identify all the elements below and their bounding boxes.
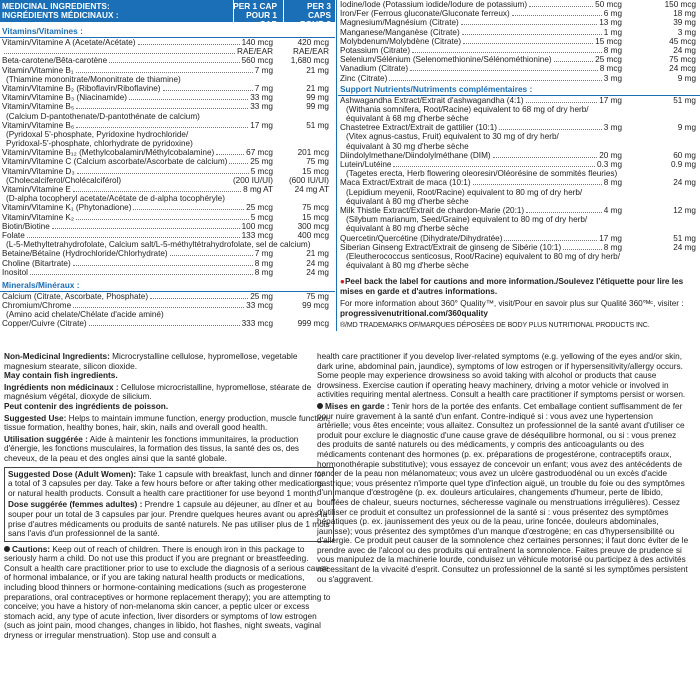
amount-per-3-caps: 0.9 mg [670, 160, 696, 169]
amount-per-3-caps: 51 mg [306, 120, 329, 130]
leader-dots [499, 129, 602, 130]
ingredient-source-text: (Withania somnifera, Root/Racine) equivalent to 68 mg of dry herb/ [346, 104, 589, 114]
ingredient-name: Manganese/Manganèse (Citrate) [340, 27, 460, 37]
amount-per-cap: 7 mg [254, 83, 273, 93]
ingredient-source-text: équivalant à 80 mg d'herbe sèche [346, 224, 469, 234]
ingredient-source [338, 252, 700, 261]
leader-dots [412, 52, 602, 53]
ingredient-name: Inositol [2, 267, 28, 277]
bullet-icon [4, 546, 10, 552]
ingredient-name: Potassium (Citrate) [340, 45, 411, 55]
amount-per-cap: 8 mg AT [243, 185, 273, 194]
amount-per-3-caps: 400 mcg [297, 230, 329, 240]
ingredient-row [0, 38, 335, 47]
ingredient-source-text: (Vitex agnus-castus, Fruit) equivalent to 30 mg of dry herb/ [346, 132, 559, 142]
leader-dots [150, 298, 248, 299]
ingredient-row [0, 148, 335, 157]
amount-per-3-caps: 15 mcg [302, 212, 329, 222]
amount-per-cap: RAE/EAR [237, 47, 273, 57]
ingredient-name: Selenium/Sélénium (Selenomethionine/Sélénométhionine) [340, 55, 552, 65]
ingredient-row [0, 84, 335, 93]
ingredient-name: Vitamin/Vitamine B₅ [2, 102, 75, 112]
amount-per-cap: 20 mg [599, 150, 622, 160]
amount-per-cap: 7 mg [254, 249, 273, 259]
ingredient-row [338, 37, 700, 46]
ingredient-source-text: (Eleutherococcus senticosus, Root/Racine) equivalent to 80 mg of dry herb/ [346, 251, 620, 261]
leader-dots [129, 99, 248, 100]
ingredient-name: Iodine/Iode (Potassium iodide/Iodure de potassium) [340, 0, 528, 9]
dose-en: Suggested Dose (Adult Women): Take 1 capsule with breakfast, lunch and dinner for a total of 3 capsules per day. Take a few hours before or after taking other medications or natural health products. Consult a health care practitioner for use beyond 1 month. [8, 469, 325, 498]
leader-dots [463, 43, 593, 44]
ingredient-source-text: équivalant à 30 mg d'herbe sèche [346, 141, 469, 151]
amount-per-cap: 15 mcg [595, 36, 622, 46]
ingredient-source-text: (Tagetes erecta, Herb flowering oleoresin/Oléorésine de sommités fleuries) [346, 169, 618, 179]
ingredient-name: Vitamin/Vitamine K₁ (Phytonadione) [2, 203, 132, 213]
ingredient-name: Vitamin/Vitamine B₁ [2, 65, 74, 75]
ingredient-name: Lutein/Lutéine [340, 160, 392, 169]
amount-per-cap: 25 mcg [246, 203, 273, 213]
ingredient-row [0, 259, 335, 268]
leader-dots [393, 166, 595, 167]
amount-per-cap: 25 mg [250, 157, 273, 167]
cautions-cont: health care practitioner if you develop liver-related symptoms (e.g. yellowing of the eyes and/or skin, dark urine, abdominal pain, jaundice), symptoms of low estrogen or if hypersensitivity/allergy occurs. Some people may experience drowsiness so avoid taking with alcohol or products that cause drowsiness. Exercise caution if operating heavy machinery, driving a motor vehicle or involved in activities requiring mental alertness. Consult a health care practitioner if symptoms persist or worsen. [317, 352, 686, 400]
leader-dots [109, 62, 239, 63]
ingredient-name: Biotin/Biotine [2, 221, 50, 231]
amount-per-cap: 8 mg [603, 178, 622, 188]
ingredient-row [338, 160, 700, 169]
cautions-en: Cautions: Keep out of reach of children. There is enough iron in this package to seriously harm a child. Do not use this product if you are pregnant or breastfeeding. Consult a health care practitioner prior to use to exclude the diagnosis of a serious cause of hormonal imbalance, or if you are taking natural health products or medications, including blood thinners or hormone-containing medications (such as progesterone preparations, oral contraceptives or hormone replacement therapy); you are attempting to conceive; you have a history of non-melanoma skin cancer, a peptic ulcer or excess stomach acid, any type of acute infection, liver disorders or symptoms of low estrogen (such as joint pain, mood changes, changes in libido, hot flashes, night sweats, vaginal dryness or irregular menstruation). Stop use and consult a [4, 544, 331, 641]
ingredient-row [338, 46, 700, 55]
ingredient-row [338, 123, 700, 132]
amount-per-cap: 8 mg [254, 258, 273, 268]
amount-per-cap: 8 mg [603, 45, 622, 55]
ingredient-source [338, 224, 700, 233]
leader-dots [170, 255, 253, 256]
trademark-note: ®/MD TRADEMARKS OF/MARQUES DÉPOSÉES DE BODY PLUS NUTRITIONAL PRODUCTS INC. [340, 321, 650, 329]
warning-dot-icon: ● [340, 277, 345, 287]
ingredient-name: Copper/Cuivre (Citrate) [2, 319, 87, 329]
ingredient-row [338, 96, 700, 105]
ingredient-row [338, 74, 700, 83]
leader-dots [512, 15, 602, 16]
dose-fr: Dose suggérée (femmes adultes) : Prendre 1 capsule au déjeuner, au dîner et au souper pour un total de 3 capsules par jour. Prendre quelques heures avant ou après la prise d'autres médicaments ou produits de santé naturels. Ne pas utiliser plus de 1 mois sans l'avis d'un professionnel de la santé. [8, 500, 330, 539]
vitamins-list [0, 38, 335, 277]
amount-per-cap: 0.3 mg [596, 160, 622, 169]
ingredient-source [0, 130, 335, 139]
amount-per-3-caps: 24 mg AT [294, 185, 329, 194]
leader-dots [73, 307, 244, 308]
ingredient-source [338, 197, 700, 206]
ingredient-name: Vitamin/Vitamine E [2, 185, 71, 194]
vitamins-title: Vitamins/Vitamines : [2, 26, 83, 36]
leader-dots [493, 157, 598, 158]
leader-dots [389, 80, 601, 81]
header-divider [283, 0, 284, 22]
amount-per-cap: 6 mg [603, 9, 622, 19]
ingredient-source-text: (Silybum marianum, Seed/Graine) equivalent to 80 mg of dry herb/ [346, 215, 588, 225]
amount-per-cap: 3 mg [603, 73, 622, 83]
ingredient-source [338, 188, 700, 197]
bullet-icon [317, 403, 323, 409]
ingredient-name: Siberian Ginseng Extract/Extrait de ginseng de Sibérie (10:1) [340, 242, 562, 252]
leader-dots [89, 325, 240, 326]
leader-dots [27, 237, 240, 238]
ingredient-name: Quercetin/Quercétine (Dihydrate/Dihydratée) [340, 233, 503, 243]
ingredient-name: Vitamin/Vitamine B₁₂ (Methylcobalamin/Méthylcobalamine) [2, 148, 215, 158]
ingredient-row [0, 66, 335, 75]
support-list [338, 96, 700, 271]
panel-divider [336, 0, 337, 331]
amount-per-cap: 67 mcg [246, 148, 273, 158]
leader-dots [76, 127, 248, 128]
amount-per-3-caps: 12 mg [673, 205, 696, 215]
leader-dots [76, 72, 253, 73]
ingredient-source-text: (L-5-Methyltetrahydrofolate, Calcium salt/L-5-méthyltétrahydrofolate, sel de calcium) [6, 240, 311, 250]
ingredient-name: Vitamin/Vitamine D₃ [2, 166, 75, 176]
amount-per-3-caps: 45 mcg [669, 36, 696, 46]
ingredient-name: Vitamin/Vitamine B₆ [2, 120, 75, 130]
ingredient-name: Vitamin/Vitamine C (Calcium ascorbate/Ascorbate de calcium) [2, 157, 228, 167]
leader-dots [526, 212, 602, 213]
ingredient-row [0, 249, 335, 258]
ingredient-row [0, 301, 335, 310]
leader-dots [76, 219, 249, 220]
amount-per-3-caps: 99 mg [306, 93, 329, 103]
ingredient-source [338, 105, 700, 114]
ingredient-row [0, 185, 335, 194]
ingredient-row [0, 222, 335, 231]
ingredient-source [0, 176, 335, 185]
quality-link[interactable]: progressivenutritional.com/360quality [340, 309, 488, 319]
header-per-3-caps: PER 3 CAPS POUR 3 CAPS [300, 1, 331, 38]
ingredient-row [0, 102, 335, 111]
amount-per-cap: 560 mcg [241, 56, 273, 66]
ingredient-row [338, 178, 700, 187]
ingredient-row [338, 206, 700, 215]
ingredient-source-text: Pyridoxal-5'-phosphate, chlorhydrate de pyridoxine) [6, 139, 193, 149]
ingredient-name: Folate [2, 230, 25, 240]
amount-per-cap: 100 mcg [241, 221, 273, 231]
ingredient-source [0, 194, 335, 203]
ingredient-row [338, 18, 700, 27]
ingredient-name: Molybdenum/Molybdène (Citrate) [340, 36, 462, 46]
ingredient-name: Iron/Fer (Ferrous gluconate/Gluconate ferreux) [340, 9, 510, 19]
leader-dots [76, 108, 248, 109]
ingredient-row [338, 28, 700, 37]
ingredient-source-text: (Calcium D-pantothenate/D-pantothénate de calcium) [6, 111, 200, 121]
amount-per-3-caps: (600 IU/UI) [288, 175, 329, 185]
amount-per-cap: 8 mg [254, 267, 273, 277]
header-ingredients: MEDICINAL INGREDIENTS: INGRÉDIENTS MÉDICINAUX : [2, 1, 119, 20]
ingredient-row [0, 203, 335, 212]
ingredient-row [338, 151, 700, 160]
leader-dots [504, 240, 597, 241]
amount-per-cap: 33 mcg [246, 301, 273, 311]
leader-dots [133, 209, 244, 210]
amount-per-3-caps: 24 mg [673, 45, 696, 55]
amount-per-3-caps: 75 mcg [302, 203, 329, 213]
leader-dots [4, 53, 235, 54]
ingredient-source [338, 114, 700, 123]
directions-right [317, 352, 689, 586]
amount-per-3-caps: 21 mg [306, 249, 329, 259]
amount-per-3-caps: 420 mcg [297, 38, 329, 47]
non-medicinal-fr: Ingrédients non médicinaux : Cellulose microcristalline, hypromellose, stéarate de magnésium végétal, dioxyde de silicium. Peut contenir des ingrédients de poisson. [4, 382, 312, 411]
leader-dots [410, 70, 598, 71]
amount-per-3-caps: 51 mg [673, 95, 696, 105]
ingredient-source-text: (Lepidium meyenii, Root/Racine) equivalent to 80 mg of dry herb/ [346, 187, 583, 197]
ingredient-row [338, 55, 700, 64]
amount-per-3-caps: 99 mg [306, 102, 329, 112]
amount-per-cap: 5 mcg [250, 212, 273, 222]
amount-per-3-caps: 51 mg [673, 233, 696, 243]
amount-per-3-caps: 21 mg [306, 83, 329, 93]
amount-per-3-caps: 21 mg [306, 65, 329, 75]
non-medicinal-en: Non-Medicinal Ingredients: Microcrystalline cellulose, hypromellose, vegetable magnesium stearate, silicon dioxide. May contain fish ingredients. [4, 352, 298, 381]
ingredient-row [0, 121, 335, 130]
header-per-cap: PER 1 CAP POUR 1 CAP [233, 1, 277, 29]
directions-left [4, 352, 334, 643]
ingredient-name: Ashwagandha Extract/Extrait d'ashwagandha (4:1) [340, 95, 524, 105]
leader-dots [563, 249, 602, 250]
ingredient-source [0, 310, 335, 319]
amount-per-cap: 13 mg [599, 18, 622, 28]
amount-per-cap: 33 mg [250, 93, 273, 103]
ingredient-source-text: (Amino acid chelate/Chélate d'acide aminé) [6, 310, 164, 320]
ingredient-name: Calcium (Citrate, Ascorbate, Phosphate) [2, 291, 149, 301]
ingredient-name: Vitamin/Vitamine K₂ [2, 212, 75, 222]
right-panel [338, 0, 700, 360]
amount-per-3-caps: 75 mg [306, 291, 329, 301]
ingredient-name: Choline (Bitartrate) [2, 258, 71, 268]
leader-dots [77, 173, 249, 174]
amount-per-3-caps: 999 mcg [297, 319, 329, 329]
amount-per-cap: 4 mg [603, 205, 622, 215]
ingredient-source [338, 261, 700, 270]
amount-per-3-caps: 24 mg [306, 258, 329, 268]
amount-per-3-caps: 3 mg [677, 27, 696, 37]
ingredient-source-text: (D-alpha tocopheryl acetate/Acétate de d-alpha tocophéryle) [6, 194, 225, 204]
ingredient-source-text: équivalant à 80 mg d'herbe sèche [346, 261, 469, 271]
amount-per-cap: 33 mg [250, 102, 273, 112]
leader-dots [73, 191, 241, 192]
ingredient-name: Milk Thistle Extract/Extrait de chardon-Marie (20:1) [340, 205, 525, 215]
amount-per-3-caps: 300 mcg [297, 221, 329, 231]
leader-dots [30, 274, 253, 275]
amount-per-3-caps: 75 mcg [669, 55, 696, 65]
ingredient-row [0, 292, 335, 301]
ingredient-row [0, 268, 335, 277]
ingredient-source [338, 169, 700, 178]
ingredient-row [0, 56, 335, 65]
amount-per-3-caps: 15 mcg [302, 166, 329, 176]
amount-per-3-caps: 24 mg [306, 267, 329, 277]
leader-dots [216, 154, 244, 155]
leader-dots [229, 163, 248, 164]
ingredient-source [338, 142, 700, 151]
amount-per-cap: 50 mcg [595, 0, 622, 9]
amount-per-3-caps: 60 mg [673, 150, 696, 160]
ingredient-name: Diindolylmethane/Diindolylméthane (DIM) [340, 150, 491, 160]
ingredient-row [0, 231, 335, 240]
ingredient-name: Vitamin/Vitamine B₂ (Riboflavin/Riboflavine) [2, 83, 161, 93]
ingredient-source-text: (Cholecalciferol/Cholécalciférol) [6, 175, 122, 185]
amount-per-cap: 25 mg [250, 291, 273, 301]
peel-note: ●Peel back the label for cautions and more information./Soulevez l'étiquette pour lire les mises en garde et d'autres informations. [340, 277, 684, 296]
amount-per-3-caps: 18 mg [673, 9, 696, 19]
leader-dots [52, 228, 240, 229]
ingredient-name: Chromium/Chrome [2, 301, 72, 311]
amount-per-cap: 140 mcg [241, 38, 273, 47]
ingredient-source [0, 75, 335, 84]
minerals-title: Minerals/Minéraux : [2, 279, 80, 290]
ingredient-name: Maca Extract/Extrait de maca (10:1) [340, 178, 471, 188]
ingredients-panel [0, 0, 335, 331]
leader-dots [526, 102, 598, 103]
amount-per-3-caps: 99 mcg [302, 301, 329, 311]
amount-per-cap: 133 mcg [241, 230, 273, 240]
ingredient-row [338, 0, 700, 9]
amount-per-3-caps: 39 mg [673, 18, 696, 28]
amount-per-3-caps: 1,680 mcg [290, 56, 329, 66]
ingredient-source [0, 112, 335, 121]
ingredient-row [338, 9, 700, 18]
amount-per-3-caps: 75 mg [306, 157, 329, 167]
ingredient-source-text: équivalant à 80 mg d'herbe sèche [346, 196, 469, 206]
ingredient-source [338, 132, 700, 141]
ingredient-name: Chastetree Extract/Extrait de gattilier (10:1) [340, 123, 497, 133]
ingredient-name: Vitamin/Vitamine A (Acetate/Acétate) [2, 38, 136, 47]
amount-per-cap: 1 mg [603, 27, 622, 37]
suggested-use-fr: Utilisation suggérée : Aide à maintenir les fonctions immunitaires, la production d'énergie, les fonctions musculaires, la formation des tissus, la santé des os, des cheveux, de la peau et des ongles ainsi que la santé globale. [4, 434, 300, 463]
ingredient-row [338, 243, 700, 252]
leader-dots [73, 265, 253, 266]
amount-per-3-caps: 24 mg [673, 178, 696, 188]
ingredient-source [0, 240, 335, 249]
amount-per-3-caps: 201 mcg [297, 148, 329, 158]
more-info: For more information about 360° Quality™, visit/Pour en savoir plus sur Qualité 360°ᴹᶜ, visiter : progressivenutritional.com/360quality [340, 299, 684, 319]
ingredient-name: Vitamin/Vitamine B₃ (Niacinamide) [2, 93, 127, 103]
amount-per-cap: (200 IU/UI) [232, 175, 273, 185]
ingredient-name: Betaine/Bétaïne (Hydrochloride/Chlorhydrate) [2, 249, 168, 259]
leader-dots [473, 184, 602, 185]
amount-per-cap: 17 mg [250, 120, 273, 130]
suggested-use-en: Suggested Use: Helps to maintain immune function, energy production, muscle function, tissue formation, healthy bones, hair, skin, nails and overall good health. [4, 413, 331, 433]
ingredient-row [0, 157, 335, 166]
ingredient-source-text: (Thiamine mononitrate/Mononitrate de thiamine) [6, 74, 181, 84]
ingredient-source [338, 215, 700, 224]
cautions-fr: Mises en garde : Tenir hors de la portée des enfants. Cet emballage contient suffisamment de fer pour nuire gravement à la santé d'un enfant. Contre-indiqué si : vous avez une hypertension artérielle; vous êtes enceinte; vous allaitez. Consultez un professionnel de la santé avant d'utiliser ce produit pour exclure le diagnostic d'une cause grave de déséquilibre hormonal, ou si : vous prenez des produits de santé naturels ou des médicaments, y compris des anticoagulants ou des médicaments contenant des hormones (p. ex. préparations de progestérone, contraceptifs oraux, hormonothérapie substitutive); vous essayez de concevoir un enfant; vous avez des antécédents de cancer de la peau non mélanomateux; vous avez un ulcère gastroduodénal ou un excès d'acide gastrique; vous présentez n'importe quel type d'infection aiguë, un trouble du foie ou des symptômes d'un manque d'œstrogène (p. ex. douleurs articulaires, changements d'humeur, perte de libido, bouffées de chaleur, sueurs nocturnes, sécheresse vaginale ou menstruations irrégulières). Cessez d'utiliser ce produit et consultez un professionnel de la santé si : vous présentez des symptômes hépatiques (p. ex. jaunissement des yeux ou de la peau, urine foncée, douleurs abdominales, jaunisse); vous présentez des symptômes d'un manque d'œstrogène; en cas d'hypersensibilité ou d'allergie. Ce produit peut causer de la somnolence chez certaines personnes; il faut donc éviter de le prendre avec de l'alcool ou des produits qui entraînent la somnolence. Faites preuve de prudence si vous manipulez de la machinerie lourde, conduisez un véhicule motorisé ou participez à des activités nécessitant de la vivacité d'esprit. Consultez un professionnel de la santé si les symptômes persistent ou s'aggravent. [317, 401, 689, 584]
amount-per-cap: 8 mg [603, 242, 622, 252]
support-title: Support Nutrients/Nutriments complémentaires : [340, 83, 533, 94]
amount-per-cap: 333 mcg [241, 319, 273, 329]
ingredient-name: Vanadium (Citrate) [340, 64, 409, 74]
ingredient-name: Zinc (Citrate) [340, 73, 388, 83]
ingredient-row [338, 64, 700, 73]
leader-dots [163, 90, 253, 91]
amount-per-3-caps: 9 mg [677, 123, 696, 133]
leader-dots [554, 61, 594, 62]
ingredient-name: Beta-carotene/Bêta-carotène [2, 56, 108, 66]
amount-per-cap: 5 mcg [250, 166, 273, 176]
ingredient-source [0, 139, 335, 148]
dose-box [4, 467, 334, 542]
ingredient-row [0, 47, 335, 56]
minerals-list [0, 292, 335, 329]
ingredient-source-text: équivalant à 68 mg d'herbe sèche [346, 114, 469, 124]
ingredient-row [0, 93, 335, 102]
ingredient-row [0, 319, 335, 328]
amount-per-cap: 17 mg [599, 233, 622, 243]
amount-per-cap: 25 mcg [595, 55, 622, 65]
leader-dots [529, 6, 593, 7]
amount-per-3-caps: 150 mcg [664, 0, 696, 9]
amount-per-cap: 8 mcg [599, 64, 622, 74]
ingredient-name: Magnesium/Magnésium (Citrate) [340, 18, 459, 28]
amount-per-cap: 7 mg [254, 65, 273, 75]
ingredient-row [0, 167, 335, 176]
amount-per-3-caps: 24 mcg [669, 64, 696, 74]
leader-dots [462, 34, 602, 35]
ingredient-source-text: (Pyridoxal 5'-phosphate, Pyridoxine hydrochloride/ [6, 129, 189, 139]
ingredient-row [338, 234, 700, 243]
amount-per-cap: 3 mg [603, 123, 622, 133]
leader-dots [138, 44, 240, 45]
leader-dots [461, 24, 597, 25]
ingredient-row [0, 213, 335, 222]
amount-per-3-caps: 9 mg [677, 73, 696, 83]
amount-per-3-caps: RAE/EAR [293, 47, 329, 57]
amount-per-cap: 17 mg [599, 95, 622, 105]
amount-per-3-caps: 24 mg [673, 242, 696, 252]
minerals-cont-list [338, 0, 700, 83]
